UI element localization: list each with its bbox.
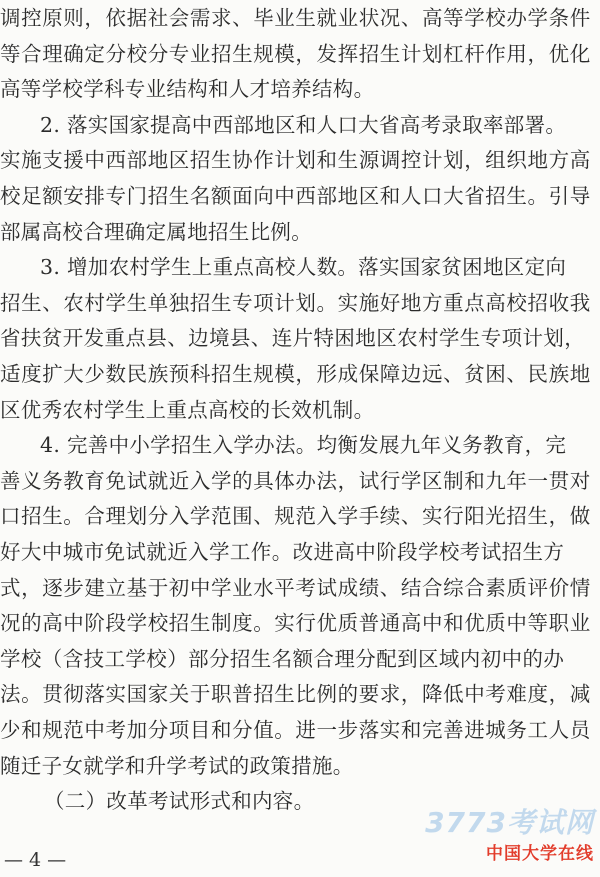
text-line: 招生、农村学生单独招生专项计划。实施好地方重点高校招收我 — [0, 291, 591, 315]
site-watermark — [404, 808, 594, 872]
text-line: 调控原则，依据社会需求、毕业生就业状况、高等学校办学条件 — [0, 6, 591, 30]
page-number: — 4 — — [4, 849, 67, 871]
text-line: 学校（含技工学校）部分招生名额合理分配到区域内初中的办 — [0, 647, 565, 671]
text-line: 实施支援中西部地区招生协作计划和生源调控计划，组织地方高 — [0, 148, 591, 172]
text-line: 式，逐步建立基于初中学业水平考试成绩、结合综合素质评价情 — [0, 576, 591, 600]
text-line: 适度扩大少数民族预科招生规模，形成保障边远、贫困、民族地 — [0, 362, 591, 386]
watermark-label: 中国大学在线 — [486, 844, 594, 864]
item-2-heading: 2. 落实国家提高中西部地区和人口大省高考录取率部署。 — [40, 113, 567, 137]
text-line: 随迁子女就学和升学考试的政策措施。 — [0, 754, 354, 778]
text-line: 部属高校合理确定属地招生比例。 — [0, 220, 312, 244]
text-line: 高等学校学科专业结构和人才培养结构。 — [0, 77, 375, 101]
text-line: 省扶贫开发重点县、边境县、连片特困地区农村学生专项计划， — [0, 326, 586, 350]
text-line: 况的高中阶段学校招生制度。实行优质普通高中和优质中等职业 — [0, 611, 591, 635]
item-3-heading: 3. 增加农村学生上重点高校人数。落实国家贫困地区定向 — [40, 255, 567, 279]
section-heading: （二）改革考试形式和内容。 — [44, 789, 315, 813]
watermark-site: 3773考试网 — [425, 806, 594, 839]
item-4-heading: 4. 完善中小学招生入学办法。均衡发展九年义务教育，完 — [40, 433, 567, 457]
text-line: 等合理确定分校分专业招生规模，发挥招生计划杠杆作用，优化 — [0, 42, 591, 66]
text-line: 少和规范中考加分项目和分值。进一步落实和完善进城务工人员 — [0, 718, 591, 742]
text-line: 口招生。合理划分入学范围、规范入学手续、实行阳光招生，做 — [0, 504, 591, 528]
text-line: 好大中城市免试就近入学工作。改进高中阶段学校考试招生方 — [0, 540, 565, 564]
text-line: 善义务教育免试就近入学的具体办法，试行学区制和九年一贯对 — [0, 469, 591, 493]
text-line: 区优秀农村学生上重点高校的长效机制。 — [0, 398, 375, 422]
text-line: 校足额安排专门招生名额面向中西部地区和人口大省招生。引导 — [0, 184, 591, 208]
text-line: 法。贯彻落实国家关于职普招生比例的要求，降低中考难度，减 — [0, 682, 591, 706]
